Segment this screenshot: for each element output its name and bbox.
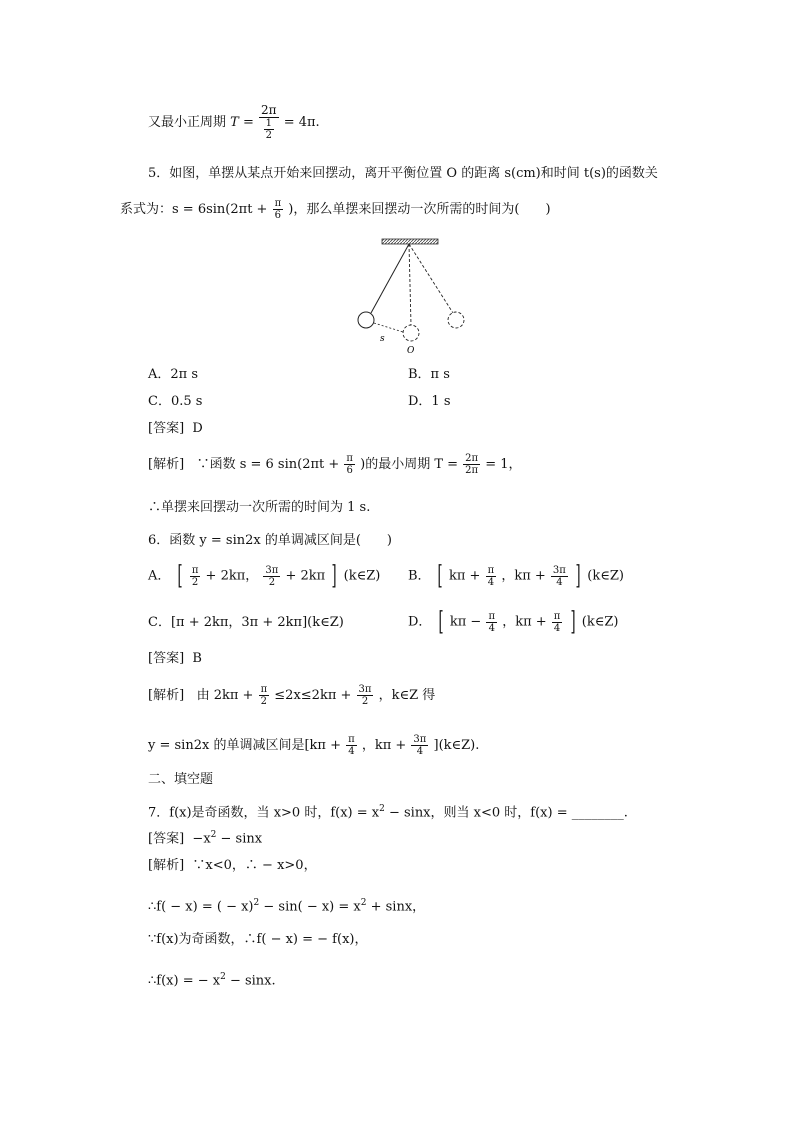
option-text: ，kπ + xyxy=(502,614,547,630)
fraction-numerator: 2π xyxy=(261,103,277,117)
analysis-text: − sin( − x) = x xyxy=(259,899,361,915)
analysis-text: ∴f(x) = − x xyxy=(148,973,221,989)
fraction-denominator: 4 xyxy=(348,746,355,757)
analysis-text: ∴f( − x) = ( − x) xyxy=(148,899,254,915)
fraction-denominator: 4 xyxy=(553,622,561,634)
q5-analysis-line2: ∴单摆来回摆动一次所需的时间为 1 s. xyxy=(148,500,371,515)
fraction-denominator: 2π xyxy=(465,465,479,476)
right-string xyxy=(409,244,453,313)
ceiling-support xyxy=(382,239,438,244)
analysis-text: = 1， xyxy=(485,457,522,472)
equals-sign: = xyxy=(242,115,254,130)
analysis-tag: [解析] xyxy=(148,858,185,873)
analysis-fraction xyxy=(344,453,355,476)
option-fraction xyxy=(486,565,497,588)
option-text: + 2kπ， xyxy=(205,568,259,584)
label-s: s xyxy=(380,334,385,344)
option-label: D． xyxy=(408,614,432,630)
q7-analysis-line3: ∵f(x)为奇函数，∴f( − x) = − f(x)， xyxy=(148,932,368,947)
equilibrium-bob xyxy=(403,325,419,341)
fraction-numerator: π xyxy=(191,564,199,576)
fraction-denominator: 2 xyxy=(361,696,369,707)
q7-stem xyxy=(148,800,628,822)
q6-option-a xyxy=(148,563,380,589)
fraction-numerator: π xyxy=(260,684,268,695)
option-domain: (k∈Z) xyxy=(343,568,381,584)
option-fraction xyxy=(551,565,568,588)
fraction-numerator: 3π xyxy=(413,734,427,745)
analysis-tag: [解析] xyxy=(148,457,185,472)
q7-analysis-line4 xyxy=(148,968,276,990)
option-text: kπ − xyxy=(449,614,482,630)
nested-denominator: 2 xyxy=(265,130,272,141)
q5-answer-line xyxy=(148,420,203,438)
option-label: B． xyxy=(408,568,431,584)
nested-numerator: 1 xyxy=(265,118,272,129)
q5-formula-start: 系式为：s = 6sin(2πt + xyxy=(120,202,268,217)
section-heading: 二、填空题 xyxy=(148,772,214,787)
period-result-line xyxy=(148,104,320,141)
analysis-text: − sinx. xyxy=(225,973,276,989)
fraction-numerator: 2π xyxy=(465,453,479,464)
q7-stem-text: − sinx，则当 x<0 时，f(x) = ________. xyxy=(384,805,628,821)
fraction-denominator: 4 xyxy=(556,576,563,588)
label-o: O xyxy=(407,346,415,356)
exponent: 2 xyxy=(360,898,367,908)
pendulum-string xyxy=(371,244,409,313)
fraction-denominator: 6 xyxy=(346,465,353,476)
option-fraction xyxy=(486,611,497,634)
fraction-numerator: π xyxy=(346,453,353,464)
option-text: + 2kπ xyxy=(285,568,326,584)
pendulum-bob xyxy=(358,312,374,328)
q5-formula-end: )，那么单摆来回摆动一次所需的时间为( ) xyxy=(288,202,551,217)
option-fraction xyxy=(263,565,280,588)
right-bracket: ] xyxy=(570,607,576,637)
q6-analysis-line1 xyxy=(148,684,435,707)
fraction-denominator: 2 xyxy=(191,576,199,588)
q7-answer-line xyxy=(148,826,262,848)
fraction-numerator: π xyxy=(487,564,495,576)
exponent: 2 xyxy=(220,972,226,982)
pendulum-figure xyxy=(345,233,475,358)
answer-tag: [答案] xyxy=(148,421,185,436)
q6-option-d xyxy=(408,609,618,635)
fraction-numerator: π xyxy=(488,610,496,622)
right-bracket: ] xyxy=(331,561,337,591)
analysis-text: ≤2x≤2kπ + xyxy=(274,688,352,703)
q5-option-c: C．0.5 s xyxy=(148,394,203,409)
option-label: A． xyxy=(148,568,171,584)
fraction-denominator: 2 xyxy=(260,696,268,707)
period-fraction xyxy=(463,453,480,476)
fraction-denominator: 2 xyxy=(268,576,276,588)
right-bob xyxy=(448,312,464,328)
option-text: kπ + xyxy=(449,568,481,584)
q7-stem-text: 7．f(x)是奇函数，当 x>0 时，f(x) = x xyxy=(148,805,380,821)
answer-value: −x xyxy=(192,831,211,847)
option-fraction xyxy=(190,565,201,588)
period-symbol: T xyxy=(230,115,239,130)
analysis-text: ，k∈Z 得 xyxy=(378,688,436,703)
exponent: 2 xyxy=(379,804,385,814)
fraction-numerator: π xyxy=(348,734,355,745)
analysis-text: y = sin2x 的单调减区间是[kπ + xyxy=(148,738,341,753)
answer-value: D xyxy=(192,421,203,436)
answer-tag: [答案] xyxy=(148,651,185,666)
analysis-text: )的最小周期 T = xyxy=(360,457,459,472)
right-bracket: ] xyxy=(575,561,581,591)
analysis-fraction xyxy=(357,684,374,707)
period-result: = 4π. xyxy=(283,115,320,130)
q6-option-b xyxy=(408,563,624,589)
exponent: 2 xyxy=(253,898,260,908)
option-domain: (k∈Z) xyxy=(587,568,624,584)
fraction-numerator: π xyxy=(553,610,561,622)
analysis-fraction xyxy=(259,684,270,707)
option-fraction xyxy=(552,611,563,634)
fraction-denominator: 4 xyxy=(487,576,495,588)
answer-value: − sinx xyxy=(216,831,263,847)
fraction-numerator: 3π xyxy=(358,684,372,695)
analysis-text: ，kπ + xyxy=(361,738,407,753)
q7-analysis-line2 xyxy=(148,894,425,916)
fraction-denominator: 6 xyxy=(274,210,282,221)
answer-value: B xyxy=(192,651,202,666)
fraction-numerator: π xyxy=(274,198,282,209)
analysis-fraction xyxy=(346,734,357,757)
q7-analysis-line1 xyxy=(148,857,317,875)
displacement-line xyxy=(374,323,403,332)
period-prefix: 又最小正周期 xyxy=(148,115,227,130)
option-text: ，kπ + xyxy=(501,568,546,584)
left-bracket: [ xyxy=(437,561,443,591)
analysis-text: 由 2kπ + xyxy=(196,688,254,703)
analysis-text: + sinx， xyxy=(366,899,426,915)
fraction-denominator xyxy=(259,118,279,141)
period-fraction xyxy=(259,104,279,141)
analysis-tag: [解析] xyxy=(148,688,185,703)
fraction-numerator: 3π xyxy=(265,564,279,576)
left-bracket: [ xyxy=(177,561,183,591)
q5-analysis-line1 xyxy=(148,453,522,476)
analysis-text: ](k∈Z). xyxy=(433,738,480,753)
q5-pi-over-6 xyxy=(273,198,284,221)
q5-option-d: D．1 s xyxy=(408,394,451,409)
answer-tag: [答案] xyxy=(148,831,185,847)
q6-stem: 6．函数 y = sin2x 的单调减区间是( ) xyxy=(148,533,392,548)
equilibrium-line xyxy=(409,244,411,325)
q6-answer-line xyxy=(148,650,202,668)
q5-option-a: A．2π s xyxy=(148,367,199,382)
option-domain: (k∈Z) xyxy=(581,614,619,630)
q6-option-c: C．[π + 2kπ，3π + 2kπ](k∈Z) xyxy=(148,615,344,630)
q5-option-b: B．π s xyxy=(408,367,450,382)
analysis-fraction xyxy=(411,734,428,757)
left-bracket: [ xyxy=(438,607,444,637)
fraction-numerator: 3π xyxy=(552,564,566,576)
nested-fraction xyxy=(264,118,274,141)
q5-stem-line2 xyxy=(120,198,551,221)
q5-stem-line1: 5．如图，单摆从某点开始来回摆动，离开平衡位置 O 的距离 s(cm)和时间 t(s)的函数关 xyxy=(148,166,658,181)
fraction-denominator: 4 xyxy=(416,746,424,757)
analysis-text: ∵x<0，∴ − x>0， xyxy=(192,858,317,873)
q6-analysis-line2 xyxy=(148,734,479,757)
analysis-text: ∵函数 s = 6 sin(2πt + xyxy=(196,457,340,472)
exponent: 2 xyxy=(210,830,217,840)
fraction-denominator: 4 xyxy=(488,622,495,634)
